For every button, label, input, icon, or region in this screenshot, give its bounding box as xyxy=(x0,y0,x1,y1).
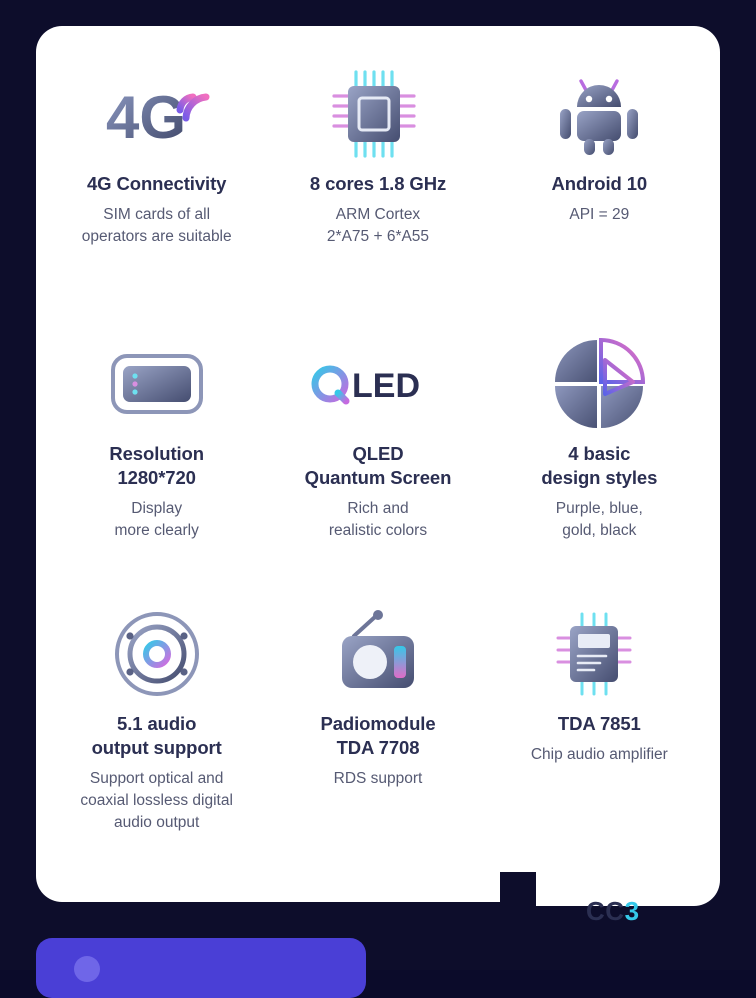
4g-signal-icon xyxy=(102,66,212,162)
feature-subtitle: SIM cards of all operators are suitable xyxy=(81,206,232,245)
amplifier-chip-icon xyxy=(554,606,644,702)
brand-logo xyxy=(586,896,640,927)
feature-item-qled xyxy=(267,322,488,592)
feature-item-design-styles xyxy=(489,322,710,592)
feature-item-resolution xyxy=(46,322,267,592)
feature-item-cpu xyxy=(267,52,488,322)
feature-item-4g xyxy=(46,52,267,322)
bottom-panel xyxy=(36,938,366,998)
feature-title: 4G Connectivity xyxy=(86,173,227,194)
feature-subtitle: ARM Cortex 2*A75 + 6*A55 xyxy=(326,206,430,245)
feature-item-audio-output xyxy=(46,592,267,862)
feature-title: Resolution 1280*720 xyxy=(109,443,204,488)
brand-logo-accent: 3 xyxy=(624,896,640,926)
cpu-chip-icon xyxy=(330,66,426,162)
feature-subtitle: RDS support xyxy=(333,770,423,787)
svg-text:4G: 4G xyxy=(105,84,186,151)
radio-module-icon xyxy=(330,606,426,702)
screen-resolution-icon xyxy=(109,336,205,432)
feature-subtitle: Purple, blue, gold, black xyxy=(555,500,643,539)
qled-logo-icon xyxy=(308,336,448,432)
feature-title: Android 10 xyxy=(551,173,648,194)
bottom-panel-dot-icon xyxy=(74,956,100,982)
feature-title: 8 cores 1.8 GHz xyxy=(309,173,447,194)
feature-subtitle: Rich and realistic colors xyxy=(328,500,428,539)
feature-subtitle: Support optical and coaxial lossless digital audio output xyxy=(80,770,233,831)
svg-text:LED: LED xyxy=(351,367,420,405)
speaker-audio-icon xyxy=(111,606,203,702)
feature-grid xyxy=(36,26,720,902)
feature-title: TDA 7851 xyxy=(557,713,641,734)
feature-item-amplifier xyxy=(489,592,710,862)
android-robot-icon xyxy=(551,66,647,162)
feature-title: Padiomodule TDA 7708 xyxy=(320,713,436,758)
brand-logo-text: CC xyxy=(586,896,625,926)
feature-subtitle: Display more clearly xyxy=(114,500,199,539)
feature-title: 5.1 audio output support xyxy=(91,713,222,758)
feature-subtitle: Chip audio amplifier xyxy=(530,746,668,763)
pinwheel-styles-icon xyxy=(553,336,645,432)
feature-title: QLED Quantum Screen xyxy=(304,443,452,488)
feature-item-android xyxy=(489,52,710,322)
feature-subtitle: API = 29 xyxy=(569,206,630,223)
feature-title: 4 basic design styles xyxy=(541,443,658,488)
feature-item-radio-module xyxy=(267,592,488,862)
